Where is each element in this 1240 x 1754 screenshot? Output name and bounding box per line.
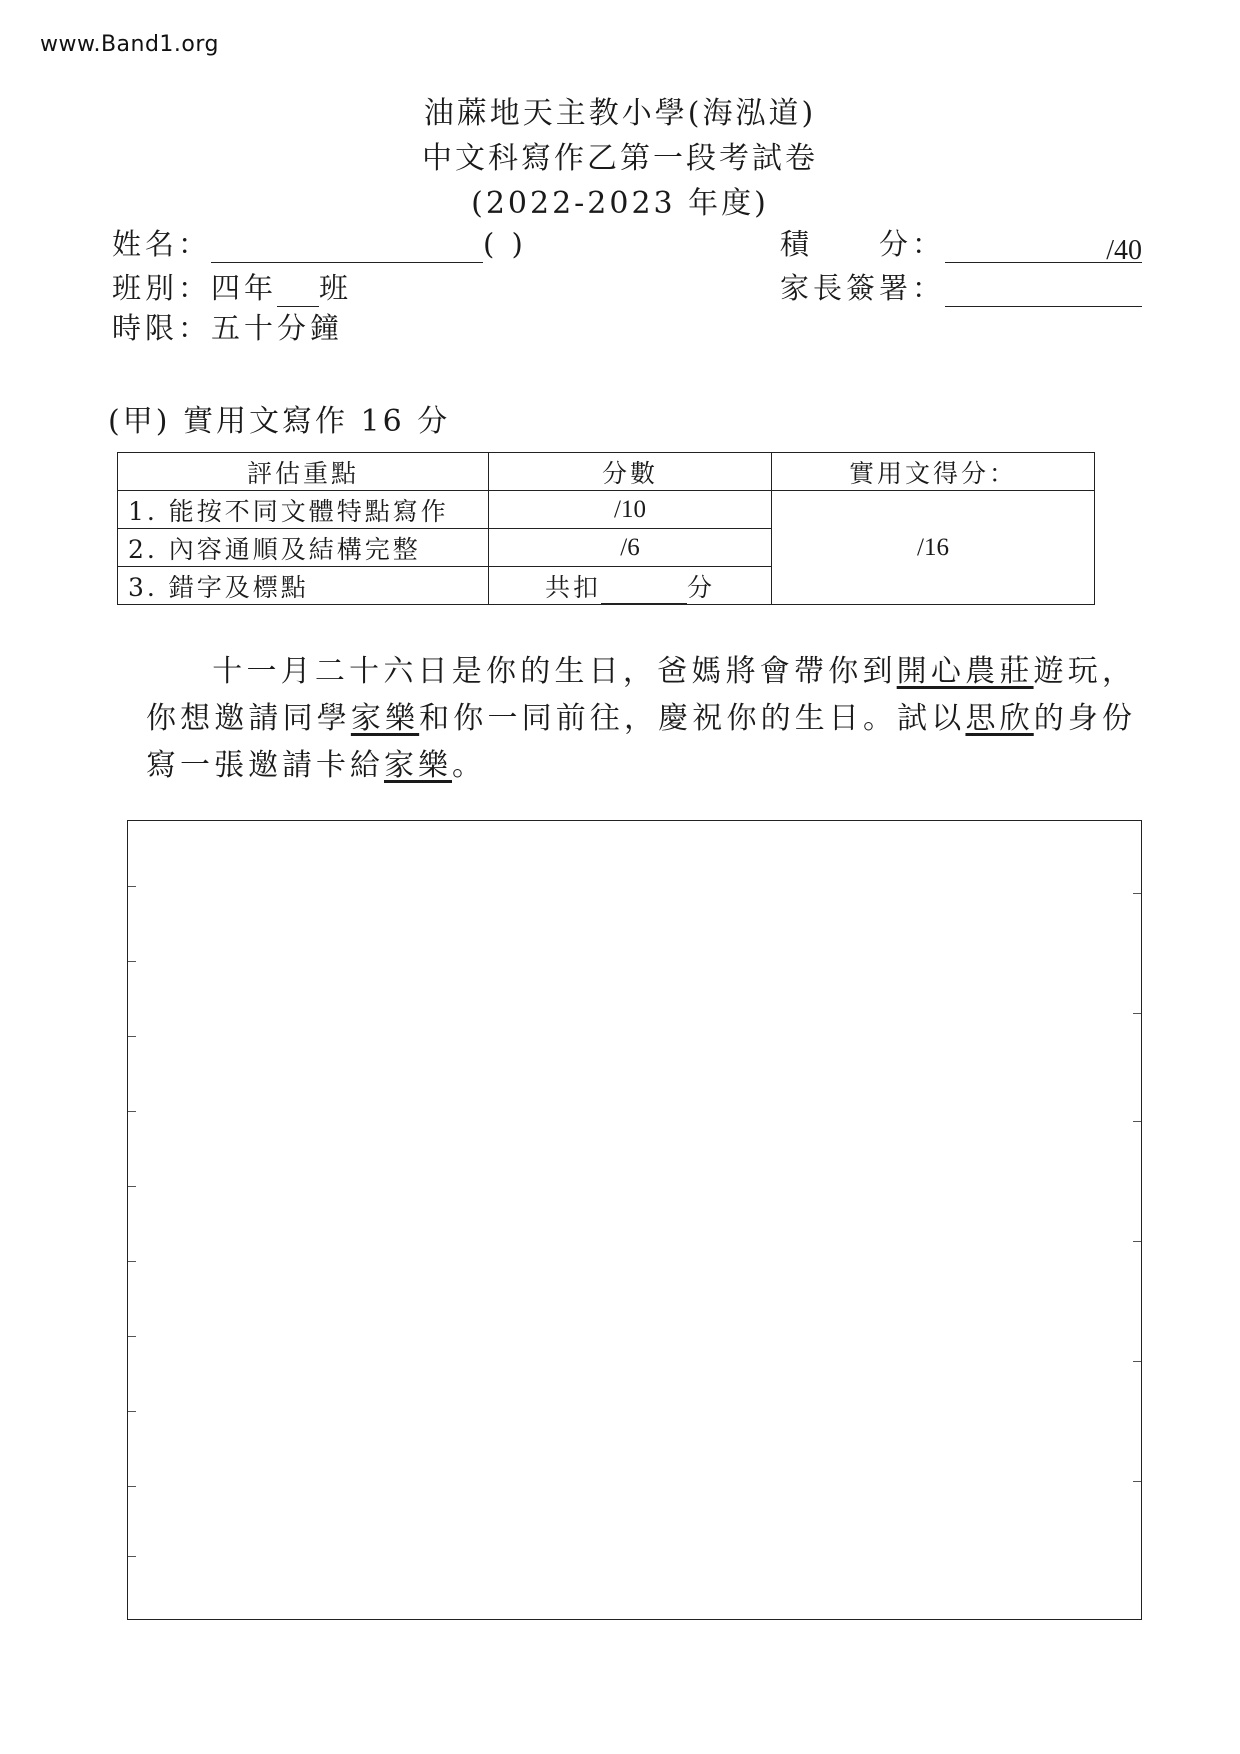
prompt-text: 十一月二十六日是你的生日，爸媽將會帶你到 (212, 654, 897, 689)
name-field (112, 222, 527, 263)
class-blank[interactable] (277, 276, 319, 307)
box-tick (128, 1556, 136, 1557)
box-tick (1133, 1481, 1141, 1482)
box-tick (128, 1036, 136, 1037)
box-tick (128, 1261, 136, 1262)
parent-signature-field (780, 266, 1142, 307)
rubric-deduction (489, 567, 772, 605)
box-tick (128, 1186, 136, 1187)
section-title: (甲) 實用文寫作 16 分 (108, 404, 451, 439)
prompt-friend: 家樂 (350, 701, 420, 736)
rubric-criteria: 2. 內容通順及結構完整 (118, 529, 489, 567)
school-title: 油蔴地天主教小學(海泓道) (423, 96, 817, 131)
rubric-row (118, 491, 1095, 529)
box-tick (1133, 1013, 1141, 1014)
time-limit: 時限：五十分鐘 (112, 311, 344, 345)
writing-prompt (146, 648, 1136, 789)
name-blank[interactable] (211, 232, 483, 263)
deduction-prefix: 共扣 (544, 572, 601, 602)
box-tick (1133, 1241, 1141, 1242)
total-score-field (780, 222, 1143, 266)
prompt-text: 。 (452, 748, 486, 783)
rubric-header-score: 分數 (489, 453, 772, 491)
box-tick (128, 886, 136, 887)
rubric-header-practical-score: 實用文得分： (772, 453, 1095, 491)
practical-total-score: /16 (772, 491, 1095, 605)
total-score-max: /40 (1106, 235, 1143, 266)
total-score-blank[interactable] (945, 232, 1143, 266)
class-number-paren: ( ) (483, 227, 527, 261)
prompt-text: 和你一同前往，慶祝你的生日。試以 (419, 701, 966, 736)
rubric-criteria: 1. 能按不同文體特點寫作 (118, 491, 489, 529)
rubric-score: /6 (489, 529, 772, 567)
total-score-label: 積 分： (780, 227, 946, 261)
box-tick (128, 1486, 136, 1487)
deduction-blank[interactable] (601, 579, 687, 604)
academic-year: (2022-2023 年度) (471, 186, 769, 221)
name-label: 姓名： (112, 227, 212, 261)
parent-signature-label: 家長簽署： (780, 271, 946, 305)
parent-signature-blank[interactable] (945, 276, 1142, 307)
rubric-header-criteria: 評估重點 (118, 453, 489, 491)
box-tick (1133, 1121, 1141, 1122)
box-tick (128, 1336, 136, 1337)
rubric-score: /10 (489, 491, 772, 529)
box-tick (128, 1111, 136, 1112)
prompt-text: 的身份寫一張邀請卡給 (146, 701, 1137, 783)
class-field (112, 266, 352, 307)
class-label: 班別：四年 (112, 271, 278, 305)
answer-box[interactable] (127, 820, 1142, 1620)
box-tick (128, 1411, 136, 1412)
prompt-place: 開心農莊 (896, 654, 1034, 689)
exam-title: 中文科寫作乙第一段考試卷 (422, 141, 818, 176)
prompt-friend: 家樂 (384, 748, 452, 783)
box-tick (128, 961, 136, 962)
class-suffix: 班 (319, 271, 353, 305)
rubric-table (117, 452, 1095, 605)
site-watermark: www.Band1.org (40, 32, 220, 57)
rubric-criteria: 3. 錯字及標點 (118, 567, 489, 605)
box-tick (1133, 893, 1141, 894)
rubric-header-row (118, 453, 1095, 491)
deduction-suffix: 分 (687, 572, 716, 602)
prompt-self: 思欣 (965, 701, 1034, 736)
prompt-text: 遊玩，你想邀請同學 (146, 654, 1137, 736)
box-tick (1133, 1361, 1141, 1362)
